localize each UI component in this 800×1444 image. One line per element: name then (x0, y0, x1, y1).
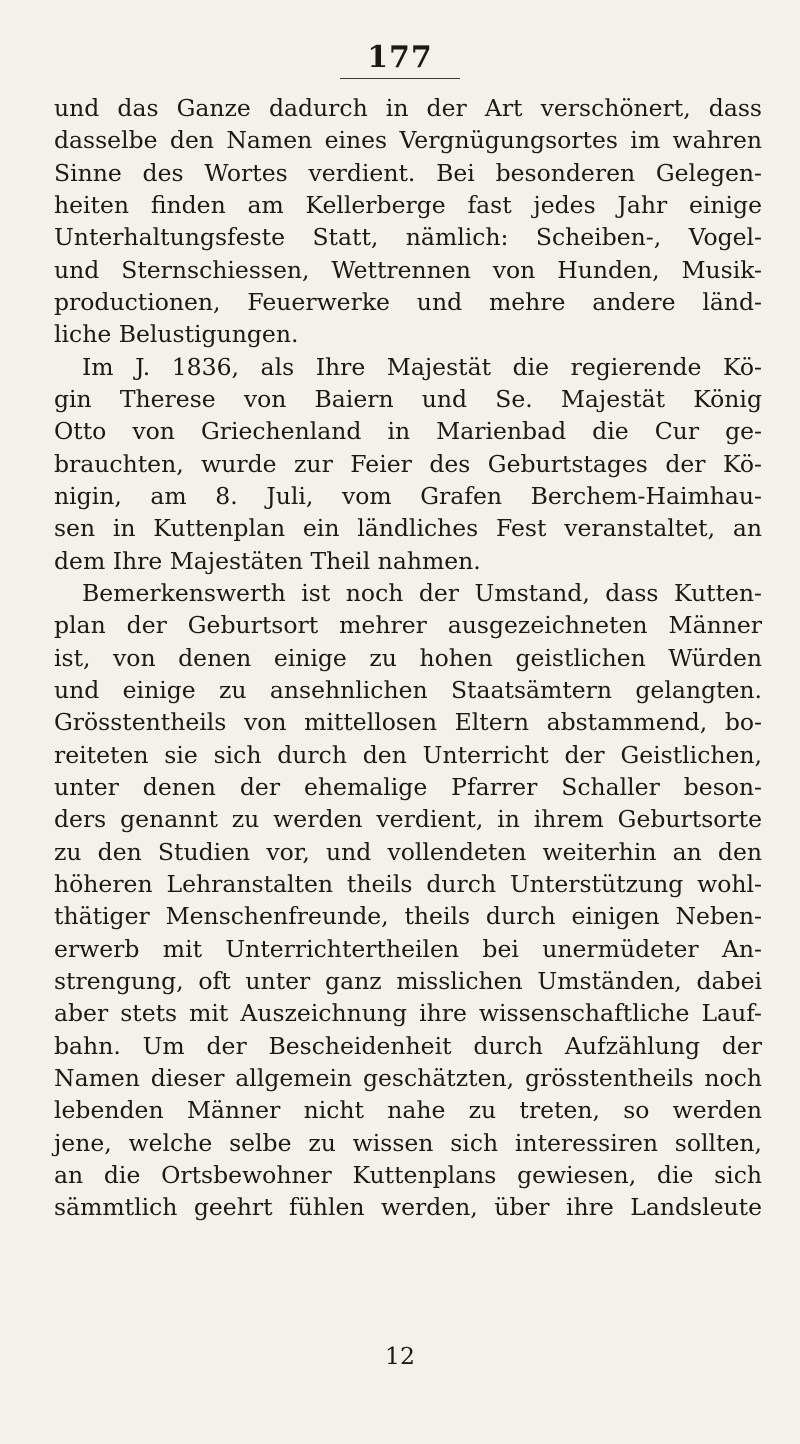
text-line: und einige zu ansehnlichen Staatsämtern gelangten. (54, 675, 762, 704)
text-line: erwerb mit Unterrichtertheilen bei unermüdeter An- (54, 934, 762, 963)
text-line: und Sternschiessen, Wettrennen von Hunden, Musik- (54, 255, 762, 284)
text-line: brauchten, wurde zur Feier des Geburtstages der Kö- (54, 449, 762, 478)
text-line: ders genannt zu werden verdient, in ihrem Geburtsorte (54, 805, 762, 834)
text-line: thätiger Menschenfreunde, theils durch einigen Neben- (54, 902, 762, 931)
text-line: sämmtlich geehrt fühlen werden, über ihre Landsleute (54, 1193, 762, 1222)
text-line: sen in Kuttenplan ein ländliches Fest veranstaltet, an (54, 514, 762, 543)
text-line: und das Ganze dadurch in der Art verschönert, dass (54, 94, 762, 122)
text-line: heiten finden am Kellerberge fast jedes Jahr einige (54, 190, 762, 219)
text-line: plan der Geburtsort mehrer ausgezeichneten Männer (54, 611, 762, 640)
text-line: strengung, oft unter ganz misslichen Umständen, dabei (54, 966, 762, 995)
text-line: Im J. 1836, als Ihre Majestät die regierende Kö- (82, 352, 762, 381)
text-line: Grösstentheils von mittellosen Eltern abstammend, bo- (54, 708, 762, 737)
text-line: Unterhaltungsfeste Statt, nämlich: Scheiben-, Vogel- (54, 223, 762, 252)
text-line: reiteten sie sich durch den Unterricht der Geistlichen, (54, 740, 762, 769)
text-line: an die Ortsbewohner Kuttenplans gewiesen, die sich (54, 1160, 762, 1189)
text-line: unter denen der ehemalige Pfarrer Schaller beson- (54, 772, 762, 801)
text-line: Namen dieser allgemein geschätzten, grösstentheils noch (54, 1063, 762, 1092)
page-number: 177 (367, 40, 433, 75)
text-line: dem Ihre Majestäten Theil nahmen. (54, 546, 481, 575)
text-line: Sinne des Wortes verdient. Bei besonderen Gelegen- (54, 158, 762, 187)
text-line: Bemerkenswerth ist noch der Umstand, dass Kutten- (82, 578, 762, 607)
text-line: zu den Studien vor, und vollendeten weiterhin an den (54, 837, 762, 866)
text-line: liche Belustigungen. (54, 320, 299, 349)
text-line: aber stets mit Auszeichnung ihre wissenschaftliche Lauf- (54, 999, 762, 1028)
text-line: höheren Lehranstalten theils durch Unterstützung wohl- (54, 869, 762, 898)
text-line: gin Therese von Baiern und Se. Majestät König (54, 384, 762, 413)
text-line: Otto von Griechenland in Marienbad die Cur ge- (54, 417, 762, 446)
text-line: ist, von denen einige zu hohen geistlichen Würden (54, 643, 762, 672)
header-rule (340, 78, 460, 79)
body-text (54, 92, 762, 1223)
text-line: dasselbe den Namen eines Vergnügungsortes im wahren (54, 126, 762, 155)
text-line: lebenden Männer nicht nahe zu treten, so werden (54, 1096, 762, 1125)
text-line: bahn. Um der Bescheidenheit durch Aufzählung der (54, 1031, 762, 1060)
text-line: productionen, Feuerwerke und mehre andere länd- (54, 287, 762, 316)
text-line: nigin, am 8. Juli, vom Grafen Berchem-Haimhau- (54, 481, 762, 510)
text-line: jene, welche selbe zu wissen sich interessiren sollten, (54, 1128, 762, 1157)
signature-mark: 12 (385, 1342, 415, 1370)
